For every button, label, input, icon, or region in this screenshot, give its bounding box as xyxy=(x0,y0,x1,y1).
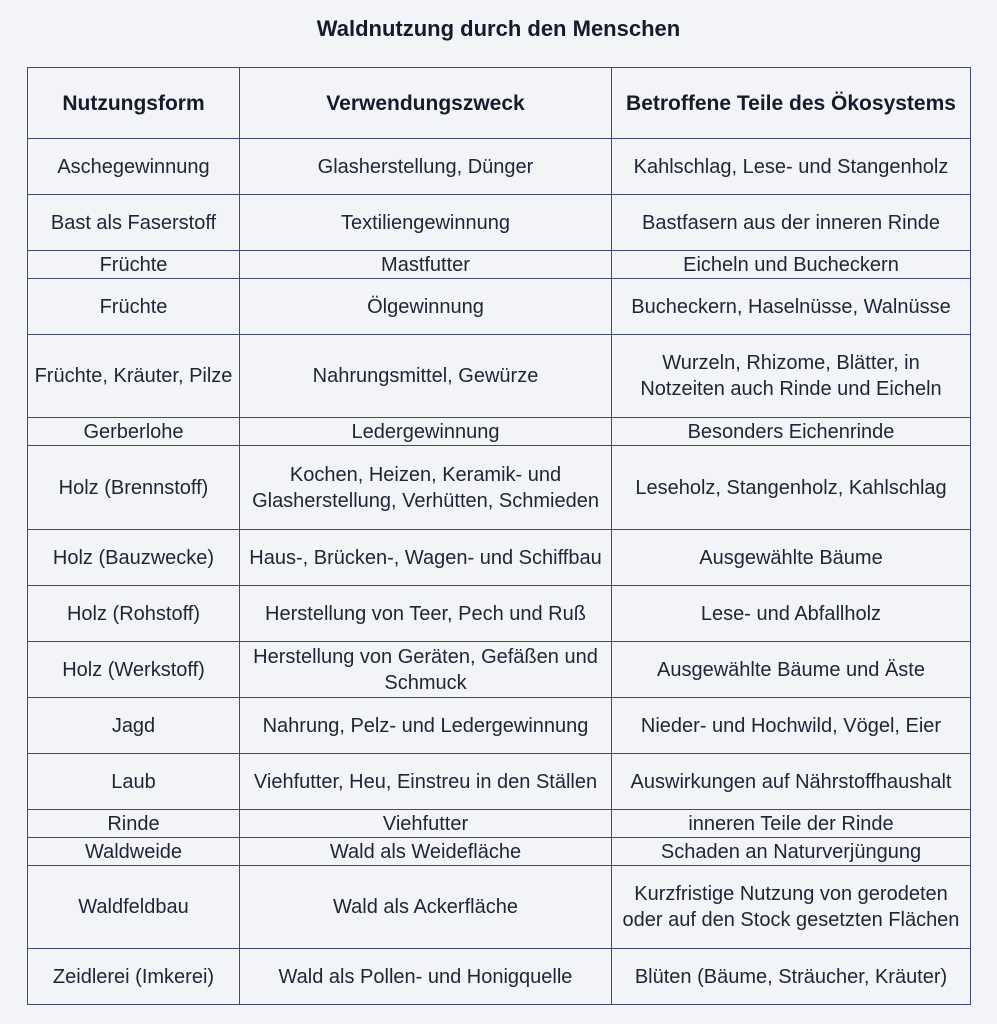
cell-nutzungsform: Holz (Werkstoff) xyxy=(28,642,240,698)
cell-nutzungsform: Rinde xyxy=(28,810,240,838)
header-verwendungszweck: Verwendungszweck xyxy=(240,68,612,139)
cell-betroffene-teile: Ausgewählte Bäume und Äste xyxy=(612,642,971,698)
cell-nutzungsform: Holz (Rohstoff) xyxy=(28,586,240,642)
cell-verwendungszweck: Haus-, Brücken-, Wagen- und Schiffbau xyxy=(240,530,612,586)
cell-verwendungszweck: Wald als Weidefläche xyxy=(240,838,612,866)
cell-verwendungszweck: Kochen, Heizen, Keramik- und Glasherstellung, Verhütten, Schmieden xyxy=(240,446,612,530)
table-header-row xyxy=(28,68,971,139)
table-row xyxy=(28,418,971,446)
cell-verwendungszweck: Viehfutter xyxy=(240,810,612,838)
cell-verwendungszweck: Herstellung von Teer, Pech und Ruß xyxy=(240,586,612,642)
table-row xyxy=(28,251,971,279)
cell-nutzungsform: Holz (Bauzwecke) xyxy=(28,530,240,586)
cell-betroffene-teile: Auswirkungen auf Nährstoffhaushalt xyxy=(612,754,971,810)
header-nutzungsform: Nutzungsform xyxy=(28,68,240,139)
cell-nutzungsform: Laub xyxy=(28,754,240,810)
cell-betroffene-teile: Bucheckern, Haselnüsse, Walnüsse xyxy=(612,279,971,335)
table-row xyxy=(28,446,971,530)
cell-betroffene-teile: Nieder- und Hochwild, Vögel, Eier xyxy=(612,698,971,754)
table-row xyxy=(28,838,971,866)
cell-nutzungsform: Früchte, Kräuter, Pilze xyxy=(28,335,240,418)
cell-verwendungszweck: Ledergewinnung xyxy=(240,418,612,446)
cell-betroffene-teile: Kurzfristige Nutzung von gerodeten oder auf den Stock gesetzten Flächen xyxy=(612,866,971,949)
table-row xyxy=(28,586,971,642)
table-row xyxy=(28,335,971,418)
cell-verwendungszweck: Viehfutter, Heu, Einstreu in den Ställen xyxy=(240,754,612,810)
cell-nutzungsform: Waldfeldbau xyxy=(28,866,240,949)
table-row xyxy=(28,866,971,949)
table-row xyxy=(28,949,971,1005)
cell-betroffene-teile: Besonders Eichenrinde xyxy=(612,418,971,446)
cell-verwendungszweck: Herstellung von Geräten, Gefäßen und Schmuck xyxy=(240,642,612,698)
cell-verwendungszweck: Nahrungsmittel, Gewürze xyxy=(240,335,612,418)
cell-nutzungsform: Aschegewinnung xyxy=(28,139,240,195)
page-title: Waldnutzung durch den Menschen xyxy=(316,16,681,41)
cell-betroffene-teile: Lese- und Abfallholz xyxy=(612,586,971,642)
usage-table xyxy=(27,67,971,1005)
cell-betroffene-teile: inneren Teile der Rinde xyxy=(612,810,971,838)
table-row xyxy=(28,279,971,335)
cell-verwendungszweck: Mastfutter xyxy=(240,251,612,279)
cell-betroffene-teile: Schaden an Naturverjüngung xyxy=(612,838,971,866)
cell-nutzungsform: Jagd xyxy=(28,698,240,754)
cell-verwendungszweck: Glasherstellung, Dünger xyxy=(240,139,612,195)
cell-betroffene-teile: Eicheln und Bucheckern xyxy=(612,251,971,279)
cell-nutzungsform: Gerberlohe xyxy=(28,418,240,446)
header-betroffene-teile: Betroffene Teile des Ökosystems xyxy=(612,68,971,139)
cell-verwendungszweck: Wald als Ackerfläche xyxy=(240,866,612,949)
table-row xyxy=(28,195,971,251)
cell-betroffene-teile: Bastfasern aus der inneren Rinde xyxy=(612,195,971,251)
cell-betroffene-teile: Kahlschlag, Lese- und Stangenholz xyxy=(612,139,971,195)
cell-nutzungsform: Waldweide xyxy=(28,838,240,866)
cell-verwendungszweck: Nahrung, Pelz- und Ledergewinnung xyxy=(240,698,612,754)
cell-verwendungszweck: Wald als Pollen- und Honigquelle xyxy=(240,949,612,1005)
cell-nutzungsform: Früchte xyxy=(28,251,240,279)
cell-betroffene-teile: Leseholz, Stangenholz, Kahlschlag xyxy=(612,446,971,530)
table-row xyxy=(28,810,971,838)
table-row xyxy=(28,642,971,698)
cell-verwendungszweck: Ölgewinnung xyxy=(240,279,612,335)
cell-nutzungsform: Bast als Faserstoff xyxy=(28,195,240,251)
cell-nutzungsform: Früchte xyxy=(28,279,240,335)
cell-betroffene-teile: Blüten (Bäume, Sträucher, Kräuter) xyxy=(612,949,971,1005)
table-row xyxy=(28,139,971,195)
cell-verwendungszweck: Textiliengewinnung xyxy=(240,195,612,251)
cell-betroffene-teile: Ausgewählte Bäume xyxy=(612,530,971,586)
cell-nutzungsform: Zeidlerei (Imkerei) xyxy=(28,949,240,1005)
table-row xyxy=(28,530,971,586)
cell-betroffene-teile: Wurzeln, Rhizome, Blätter, in Notzeiten auch Rinde und Eicheln xyxy=(612,335,971,418)
table-row xyxy=(28,754,971,810)
table-row xyxy=(28,698,971,754)
cell-nutzungsform: Holz (Brennstoff) xyxy=(28,446,240,530)
